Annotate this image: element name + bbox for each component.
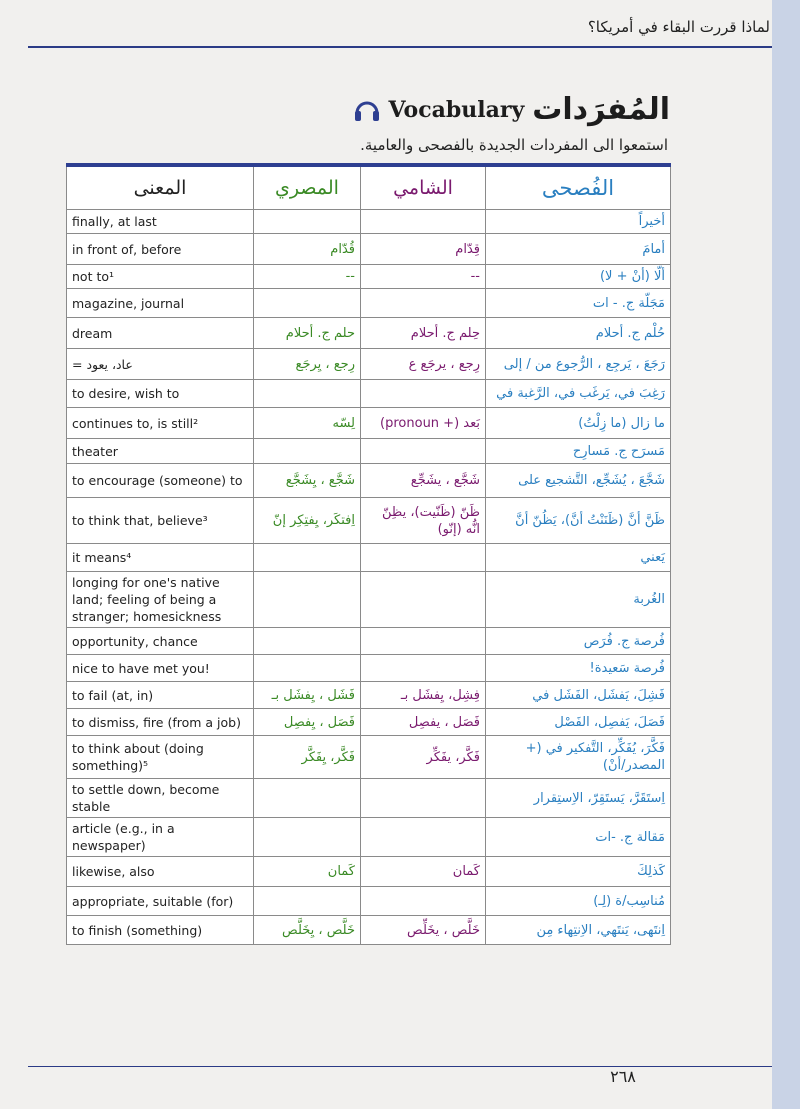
instructions-text: استمعوا الى المفردات الجديدة بالفصحى والعامية. bbox=[360, 136, 668, 154]
cell-fusha: فُرصة سَعيدة! bbox=[486, 655, 671, 682]
cell-meaning: to fail (at, in) bbox=[67, 682, 254, 709]
cell-meaning: to think that, believe³ bbox=[67, 498, 254, 544]
cell-masri: فَكَّر، يِفَكَّر bbox=[254, 736, 361, 779]
table-row bbox=[67, 498, 671, 544]
cell-fusha: ما زال (ما زِلْتُ) bbox=[486, 408, 671, 439]
cell-shami: فَصَل ، يفصِل bbox=[361, 709, 486, 736]
footer-rule bbox=[28, 1066, 772, 1067]
table-row bbox=[67, 682, 671, 709]
cell-shami: فِشِل، يِفشَل بـ bbox=[361, 682, 486, 709]
cell-meaning: theater bbox=[67, 439, 254, 464]
table-row bbox=[67, 655, 671, 682]
cell-shami bbox=[361, 210, 486, 234]
running-header bbox=[0, 0, 800, 48]
header-rule bbox=[28, 46, 772, 48]
cell-shami bbox=[361, 544, 486, 572]
table-row bbox=[67, 265, 671, 289]
cell-shami: حِلم ج. أحلام bbox=[361, 318, 486, 349]
cell-meaning: continues to, is still² bbox=[67, 408, 254, 439]
cell-meaning: dream bbox=[67, 318, 254, 349]
table-row bbox=[67, 857, 671, 887]
cell-fusha: رَجَعَ ، يَرجِع ، الرُّجوع من / إلى bbox=[486, 349, 671, 380]
cell-masri bbox=[254, 544, 361, 572]
cell-meaning: nice to have met you! bbox=[67, 655, 254, 682]
cell-shami: ظَنّ (ظَنّيت)، يظِنّ انُّه (إنّو) bbox=[361, 498, 486, 544]
table-row bbox=[67, 318, 671, 349]
cell-fusha: ظَنَّ أنَّ (ظَنَنْتُ أنَّ)، يَظُنّ أنَّ bbox=[486, 498, 671, 544]
cell-shami bbox=[361, 628, 486, 655]
cell-fusha: مَجَلّة ج. - ات bbox=[486, 289, 671, 318]
cell-shami bbox=[361, 289, 486, 318]
table-row bbox=[67, 916, 671, 945]
table-row bbox=[67, 709, 671, 736]
header-masri: المصري bbox=[254, 165, 361, 210]
cell-masri: لِسّه bbox=[254, 408, 361, 439]
cell-meaning: in front of, before bbox=[67, 234, 254, 265]
cell-masri bbox=[254, 818, 361, 857]
cell-shami bbox=[361, 779, 486, 818]
cell-fusha: الغُربة bbox=[486, 572, 671, 628]
table-row bbox=[67, 408, 671, 439]
cell-fusha: أخيراً bbox=[486, 210, 671, 234]
cell-shami bbox=[361, 655, 486, 682]
cell-masri bbox=[254, 628, 361, 655]
cell-shami bbox=[361, 439, 486, 464]
cell-meaning: opportunity, chance bbox=[67, 628, 254, 655]
table-body bbox=[67, 210, 671, 945]
cell-masri: خَلَّص ، يِخَلَّص bbox=[254, 916, 361, 945]
cell-meaning: longing for one's native land; feeling of being a stranger; homesickness bbox=[67, 572, 254, 628]
cell-shami bbox=[361, 887, 486, 916]
cell-masri: قُدّام bbox=[254, 234, 361, 265]
cell-meaning: not to¹ bbox=[67, 265, 254, 289]
heading-arabic: المُفرَدات bbox=[532, 92, 670, 127]
table-row bbox=[67, 234, 671, 265]
cell-fusha: ألّا (أنْ + لا) bbox=[486, 265, 671, 289]
cell-fusha: مُناسِب/ة (لِـ) bbox=[486, 887, 671, 916]
header-meaning: المعنى bbox=[67, 165, 254, 210]
cell-masri: كَمان bbox=[254, 857, 361, 887]
cell-masri: -- bbox=[254, 265, 361, 289]
cell-fusha: أمامَ bbox=[486, 234, 671, 265]
table-row bbox=[67, 572, 671, 628]
cell-fusha: يَعني bbox=[486, 544, 671, 572]
cell-masri bbox=[254, 655, 361, 682]
cell-shami: فَكَّر، يفَكِّر bbox=[361, 736, 486, 779]
cell-fusha: اِنتَهى، يَنتَهي، الاِنتِهاء مِن bbox=[486, 916, 671, 945]
table-row bbox=[67, 210, 671, 234]
table-row bbox=[67, 289, 671, 318]
cell-shami: قِدّام bbox=[361, 234, 486, 265]
cell-meaning: to settle down, become stable bbox=[67, 779, 254, 818]
cell-fusha: مَقالة ج. -ات bbox=[486, 818, 671, 857]
cell-meaning: article (e.g., in a newspaper) bbox=[67, 818, 254, 857]
cell-masri: رِجع ، يِرجَع bbox=[254, 349, 361, 380]
table-row bbox=[67, 736, 671, 779]
cell-meaning: to finish (something) bbox=[67, 916, 254, 945]
table-header-row bbox=[67, 165, 671, 210]
vocabulary-table bbox=[66, 163, 671, 945]
vocabulary-table-wrapper bbox=[66, 163, 670, 945]
cell-masri: فَشَل ، يِفشَل بـ bbox=[254, 682, 361, 709]
cell-shami bbox=[361, 380, 486, 408]
cell-fusha: فُرصة ج. فُرَص bbox=[486, 628, 671, 655]
page-number: ٢٦٨ bbox=[596, 1066, 650, 1093]
cell-shami: رِجع ، يرجَع ع bbox=[361, 349, 486, 380]
cell-shami: كَمان bbox=[361, 857, 486, 887]
cell-masri: حلم ج. أحلام bbox=[254, 318, 361, 349]
heading-english: Vocabulary bbox=[388, 96, 525, 123]
cell-masri: اِفتكَر، يِفتِكِر إنّ bbox=[254, 498, 361, 544]
cell-meaning: to encourage (someone) to bbox=[67, 464, 254, 498]
table-row bbox=[67, 439, 671, 464]
cell-meaning: to think about (doing something)⁵ bbox=[67, 736, 254, 779]
cell-meaning: magazine, journal bbox=[67, 289, 254, 318]
cell-masri: شَجَّع ، يِشَجَّع bbox=[254, 464, 361, 498]
cell-masri bbox=[254, 572, 361, 628]
cell-masri bbox=[254, 380, 361, 408]
section-heading bbox=[353, 92, 671, 127]
header-shami: الشامي bbox=[361, 165, 486, 210]
cell-shami bbox=[361, 818, 486, 857]
cell-masri bbox=[254, 439, 361, 464]
table-row bbox=[67, 544, 671, 572]
table-row bbox=[67, 349, 671, 380]
cell-meaning: = عاد، يعود bbox=[67, 349, 254, 380]
table-row bbox=[67, 380, 671, 408]
cell-masri bbox=[254, 779, 361, 818]
cell-shami: شَجَّع ، يشَجِّع bbox=[361, 464, 486, 498]
cell-fusha: فَصَلَ، يَفصِل، الفَصْل bbox=[486, 709, 671, 736]
cell-shami: بَعد (+ pronoun) bbox=[361, 408, 486, 439]
cell-fusha: رَغِبَ في، يَرغَب في، الرَّغبة في bbox=[486, 380, 671, 408]
table-row bbox=[67, 628, 671, 655]
header-fusha: الفُصحى bbox=[486, 165, 671, 210]
cell-masri bbox=[254, 210, 361, 234]
chapter-title: لماذا قررت البقاء في أمريكا؟ bbox=[587, 18, 770, 36]
cell-fusha: فَكَّرَ، يُفَكِّر، التَّفكير في (+ المصدر/أنْ) bbox=[486, 736, 671, 779]
headphones-icon[interactable] bbox=[353, 97, 381, 123]
cell-masri bbox=[254, 887, 361, 916]
cell-masri bbox=[254, 289, 361, 318]
page-edge-band bbox=[772, 0, 800, 1109]
cell-fusha: شَجَّعَ ، يُشَجِّع، التَّشجيع على bbox=[486, 464, 671, 498]
cell-meaning: likewise, also bbox=[67, 857, 254, 887]
table-row bbox=[67, 887, 671, 916]
cell-fusha: فَشِلَ، يَفشَل، الفَشَل في bbox=[486, 682, 671, 709]
cell-meaning: to dismiss, fire (from a job) bbox=[67, 709, 254, 736]
cell-meaning: it means⁴ bbox=[67, 544, 254, 572]
table-row bbox=[67, 818, 671, 857]
cell-shami: -- bbox=[361, 265, 486, 289]
cell-fusha: حُلْم ج. أحلام bbox=[486, 318, 671, 349]
cell-masri: فَصَل ، يِفصِل bbox=[254, 709, 361, 736]
cell-fusha: مَسرَح ج. مَسارِح bbox=[486, 439, 671, 464]
cell-shami bbox=[361, 572, 486, 628]
cell-meaning: finally, at last bbox=[67, 210, 254, 234]
cell-shami: خَلَّص ، يخَلِّص bbox=[361, 916, 486, 945]
table-row bbox=[67, 464, 671, 498]
cell-fusha: كَذلِكَ bbox=[486, 857, 671, 887]
cell-fusha: اِستَقَرَّ، يَستَقِرّ، الاِستِقرار bbox=[486, 779, 671, 818]
cell-meaning: to desire, wish to bbox=[67, 380, 254, 408]
table-row bbox=[67, 779, 671, 818]
cell-meaning: appropriate, suitable (for) bbox=[67, 887, 254, 916]
